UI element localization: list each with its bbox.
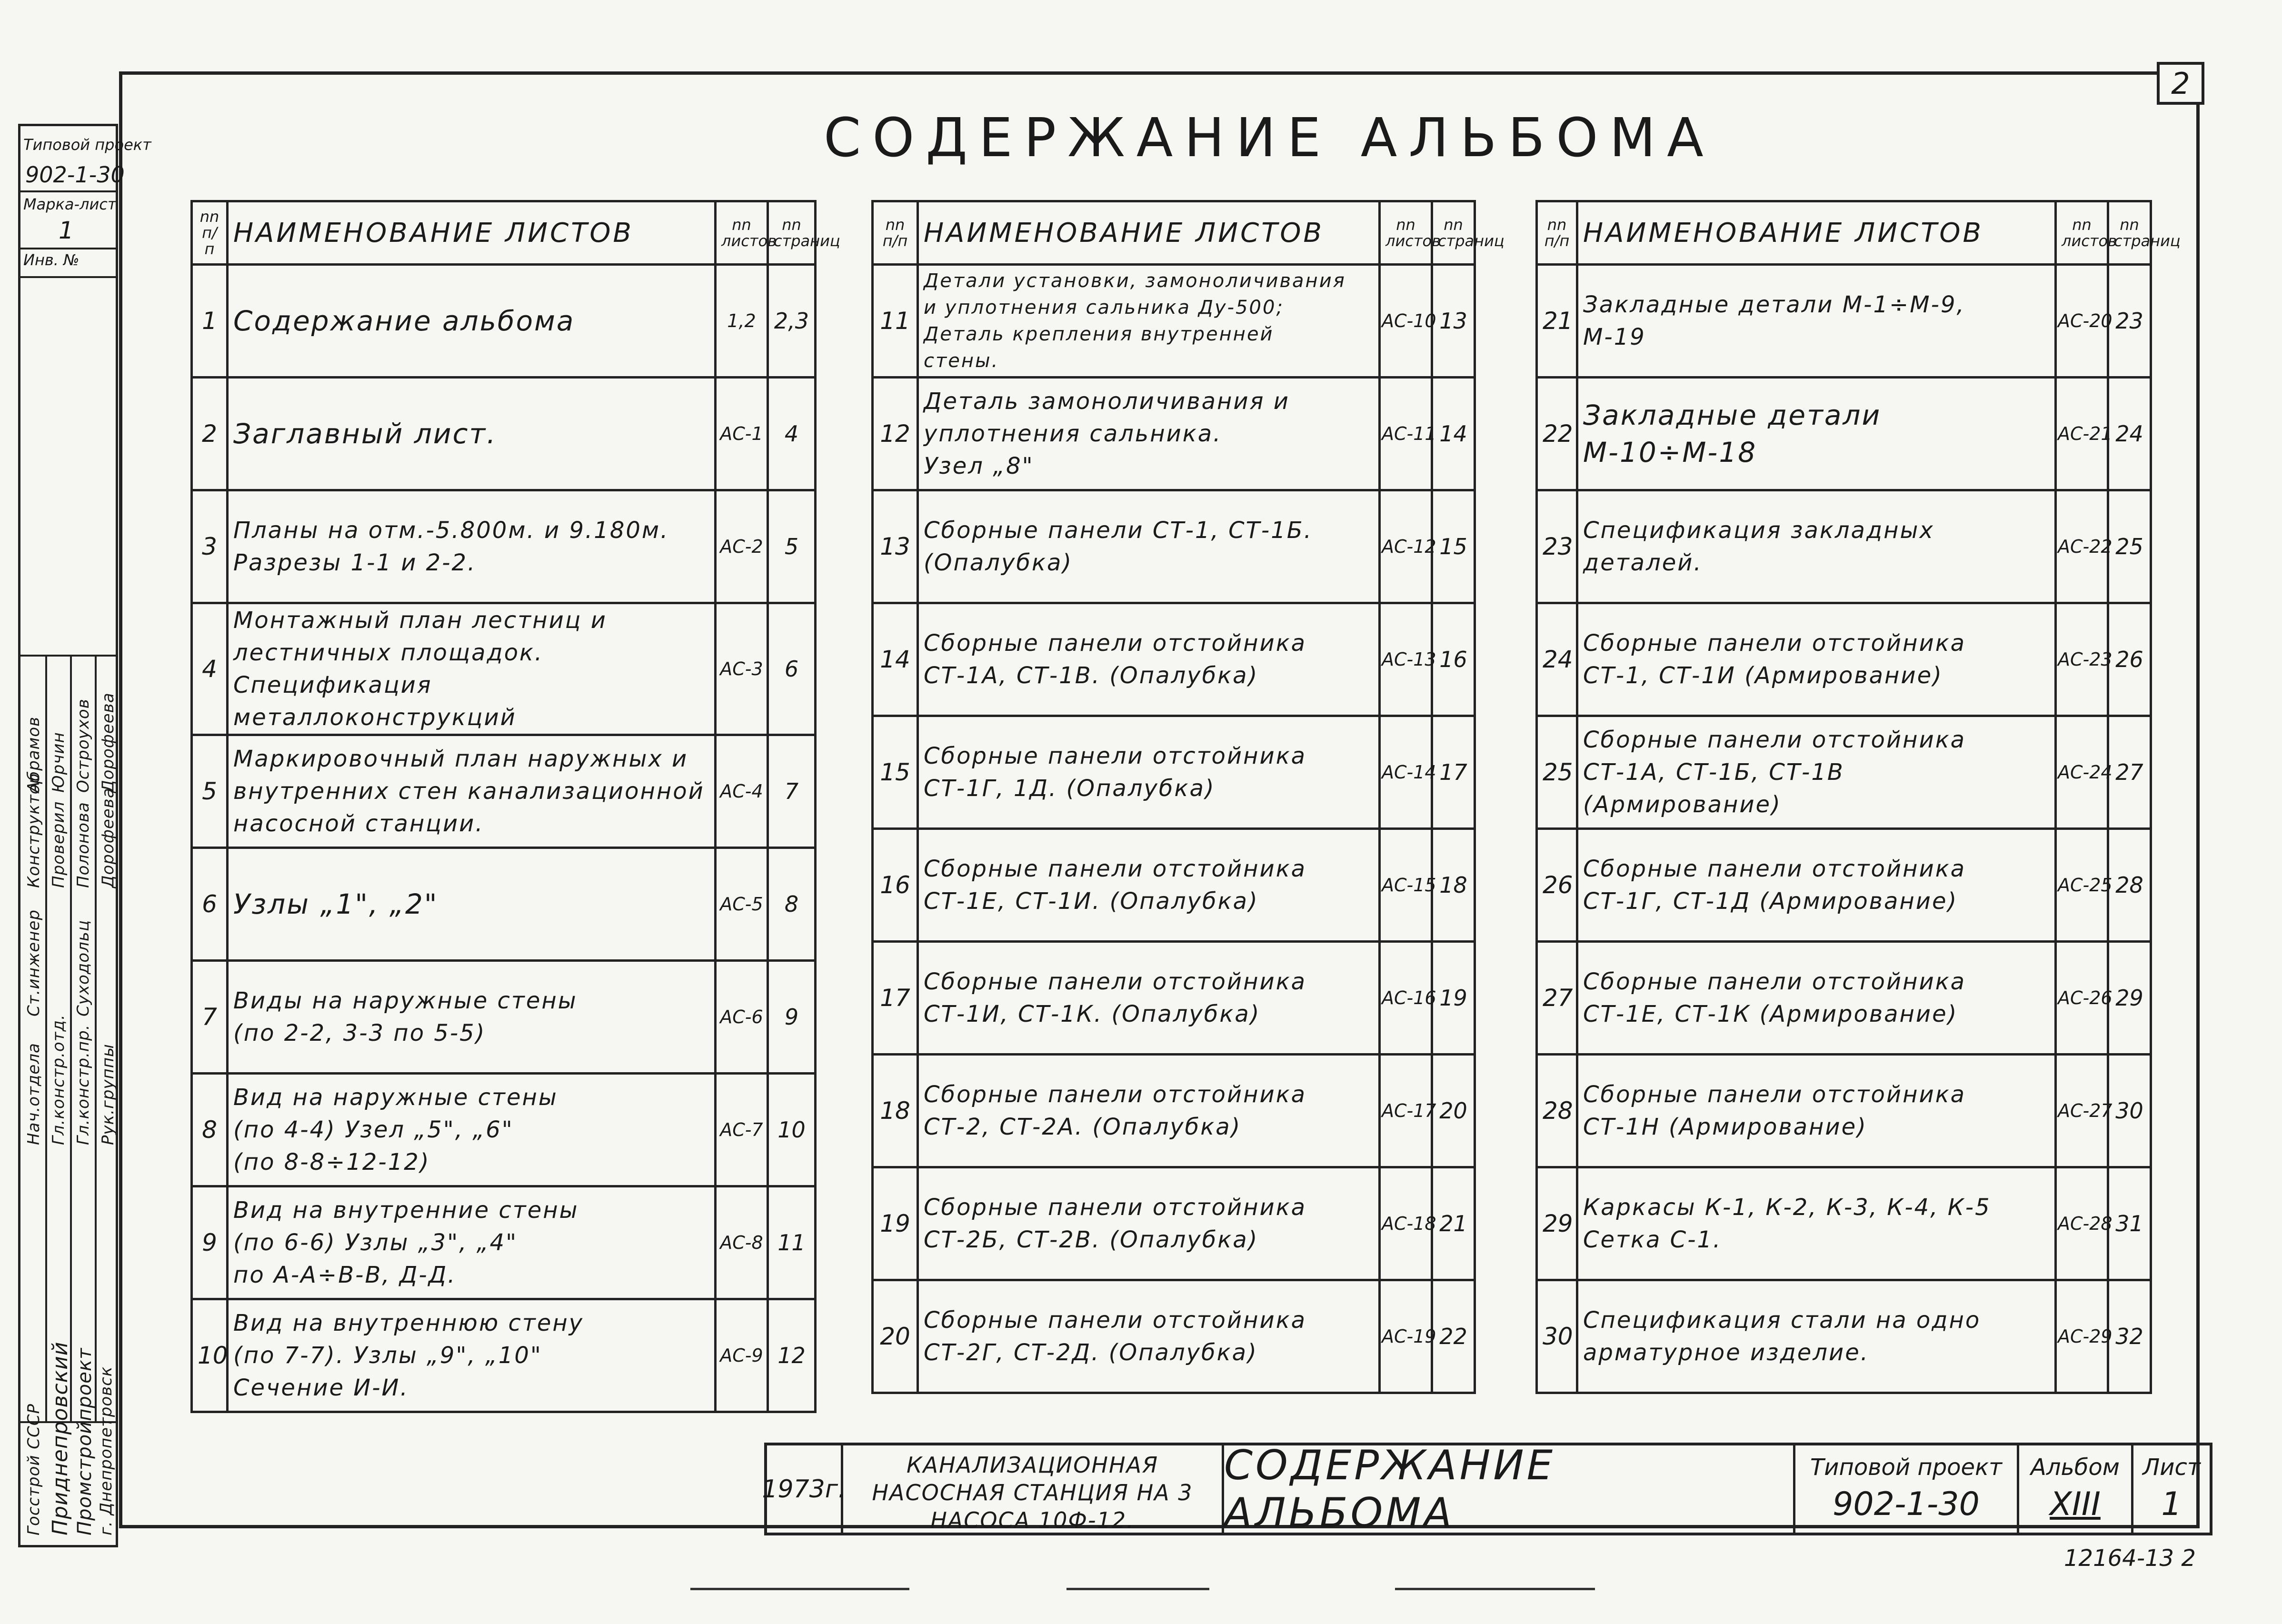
row-sheet-code: АС-23 [2056,603,2108,716]
row-sheet-code: АС-10 [1380,265,1432,378]
bottom-line-1 [690,1588,909,1590]
row-number: 11 [873,265,918,378]
header-name: НАИМЕНОВАНИЕ ЛИСТОВ [1577,201,2056,265]
row-sheet-code: АС-22 [2056,490,2108,603]
title-block-sheet-value: 1 [2161,1485,2182,1523]
stamp-name-2: Юрчин [49,732,68,793]
sheet-number: 2 [2157,62,2204,105]
table-row [192,848,816,961]
row-sheet-code: АС-25 [2056,829,2108,942]
page-title: СОДЕРЖАНИЕ АЛЬБОМА [824,107,1715,169]
stamp-name-4: Дорофеева [99,692,118,793]
row-page-number: 16 [1432,603,1475,716]
row-number: 30 [1537,1280,1577,1393]
table-row [1537,378,2151,490]
row-sheet-name: Планы на отм.-5.800м. и 9.180м. Разрезы 1-1 и 2-2. [228,490,716,603]
title-block-description: КАНАЛИЗАЦИОННАЯ НАСОСНАЯ СТАНЦИЯ НА 3 НАСОСА 10Ф-12. [843,1445,1224,1533]
row-number: 24 [1537,603,1577,716]
row-sheet-code: АС-15 [1380,829,1432,942]
row-number: 15 [873,716,918,829]
title-block-name: СОДЕРЖАНИЕ АЛЬБОМА [1224,1445,1795,1533]
title-block-album-value: XIII [2050,1485,2101,1523]
row-sheet-code: АС-19 [1380,1280,1432,1393]
row-page-number: 31 [2108,1167,2151,1280]
row-number: 28 [1537,1055,1577,1167]
contents-table-3 [1535,200,2181,1394]
table-header-row [1537,201,2151,265]
table-row [873,942,1475,1055]
table-row [873,378,1475,490]
row-sheet-name: Вид на внутреннюю стену (по 7-7). Узлы „9", „10" Сечение И-И. [228,1299,716,1412]
header-name: НАИМЕНОВАНИЕ ЛИСТОВ [918,201,1380,265]
row-number: 2 [192,378,228,490]
table-row [1537,1055,2151,1167]
row-number: 27 [1537,942,1577,1055]
row-sheet-code: АС-3 [716,603,768,735]
header-num: nn п/п [192,201,228,265]
left-stamp [18,124,151,1547]
bottom-line-3 [1395,1588,1595,1590]
row-sheet-name: Сборные панели отстойника СТ-1, СТ-1И (Армирование) [1577,603,2056,716]
table-row [873,265,1475,378]
row-number: 10 [192,1299,228,1412]
row-number: 3 [192,490,228,603]
row-sheet-name: Виды на наружные стены (по 2-2, 3-3 по 5-5) [228,961,716,1074]
table-row [192,961,816,1074]
row-sheet-name: Деталь замоноличивания и уплотнения сальника. Узел „8" [918,378,1380,490]
table-row [873,490,1475,603]
table-header-row [873,201,1475,265]
table-row [192,1186,816,1299]
title-block-year: 1973г. [767,1445,843,1533]
row-sheet-code: АС-5 [716,848,768,961]
stamp-role-4: Рук.группы [99,1044,118,1145]
row-number: 17 [873,942,918,1055]
row-number: 25 [1537,716,1577,829]
row-sheet-code: 1,2 [716,265,768,378]
row-page-number: 12 [768,1299,816,1412]
header-list: nn листов [2056,201,2108,265]
header-page: nn страниц [2108,201,2151,265]
row-page-number: 8 [768,848,816,961]
header-list: nn листов [1380,201,1432,265]
stamp-mark-value: 1 [59,217,74,244]
row-sheet-name: Сборные панели СТ-1, СТ-1Б. (Опалубка) [918,490,1380,603]
row-number: 22 [1537,378,1577,490]
row-page-number: 15 [1432,490,1475,603]
title-block-sheet [2133,1445,2210,1533]
stamp-org-4: г. Днепропетровск [97,1366,116,1535]
row-sheet-code: АС-4 [716,735,768,848]
row-number: 29 [1537,1167,1577,1280]
archive-number: 12164-13 2 [2064,1545,2196,1572]
row-sheet-name: Монтажный план лестниц и лестничных площадок. Спецификация металлоконструкций [228,603,716,735]
row-sheet-name: Вид на наружные стены (по 4-4) Узел „5", „6" (по 8-8÷12-12) [228,1074,716,1186]
row-sheet-code: АС-28 [2056,1167,2108,1280]
row-sheet-name: Сборные панели отстойника СТ-2Б, СТ-2В. (Опалубка) [918,1167,1380,1280]
row-page-number: 22 [1432,1280,1475,1393]
row-page-number: 20 [1432,1055,1475,1167]
row-sheet-code: АС-16 [1380,942,1432,1055]
row-sheet-code: АС-7 [716,1074,768,1186]
row-page-number: 19 [1432,942,1475,1055]
table-row [192,1074,816,1186]
row-sheet-name: Сборные панели отстойника СТ-1Г, 1Д. (Опалубка) [918,716,1380,829]
row-page-number: 4 [768,378,816,490]
row-sheet-code: АС-11 [1380,378,1432,490]
row-sheet-code: АС-24 [2056,716,2108,829]
row-sheet-code: АС-13 [1380,603,1432,716]
table-row [1537,490,2151,603]
row-sheet-name: Сборные панели отстойника СТ-1Е, СТ-1И. (Опалубка) [918,829,1380,942]
row-number: 20 [873,1280,918,1393]
header-page: nn страниц [768,201,816,265]
row-sheet-code: АС-1 [716,378,768,490]
table-row [873,1280,1475,1393]
row-number: 16 [873,829,918,942]
row-page-number: 26 [2108,603,2151,716]
stamp-name-7: Дорофеева [99,787,118,888]
title-block-album-label: Альбом [2031,1454,2120,1481]
stamp-inv-label: Инв. № [23,251,80,269]
stamp-role-5: Ст.инженер [24,909,43,1016]
table-row [873,603,1475,716]
row-page-number: 9 [768,961,816,1074]
table-row [873,1167,1475,1280]
table-row [192,603,816,735]
row-page-number: 13 [1432,265,1475,378]
row-sheet-code: АС-17 [1380,1055,1432,1167]
stamp-role-3: Гл.констр.пр. [74,1024,93,1145]
table-row [1537,1167,2151,1280]
row-sheet-name: Вид на внутренние стены (по 6-6) Узлы „3", „4" по А-А÷В-В, Д-Д. [228,1186,716,1299]
row-sheet-name: Заглавный лист. [228,378,716,490]
header-list: nn листов [716,201,768,265]
row-sheet-name: Закладные детали М-10÷М-18 [1577,378,2056,490]
row-sheet-code: АС-14 [1380,716,1432,829]
table-row [1537,716,2151,829]
stamp-name-6: Полонова [74,802,93,888]
row-sheet-code: АС-2 [716,490,768,603]
row-number: 14 [873,603,918,716]
row-number: 21 [1537,265,1577,378]
stamp-project-code: 902-1-30 [25,162,125,188]
row-page-number: 6 [768,603,816,735]
row-sheet-code: АС-6 [716,961,768,1074]
stamp-name-3: Остроухов [74,698,93,793]
row-page-number: 11 [768,1186,816,1299]
table-row [873,1055,1475,1167]
row-sheet-code: АС-20 [2056,265,2108,378]
table-row [192,490,816,603]
row-page-number: 23 [2108,265,2151,378]
row-sheet-name: Узлы „1", „2" [228,848,716,961]
stamp-name-5: Суходольц [74,919,93,1016]
table-row [873,716,1475,829]
table-header-row [192,201,816,265]
stamp-org-3: Промстройпроект [74,1347,96,1535]
table-row [1537,1280,2151,1393]
row-number: 5 [192,735,228,848]
stamp-org-1: Госстрой СССР [24,1404,43,1535]
row-number: 4 [192,603,228,735]
table-row [1537,942,2151,1055]
table-row [1537,603,2151,716]
row-sheet-code: АС-8 [716,1186,768,1299]
row-sheet-name: Маркировочный план наружных и внутренних стен канализационной насосной станции. [228,735,716,848]
row-page-number: 2,3 [768,265,816,378]
row-page-number: 18 [1432,829,1475,942]
row-page-number: 7 [768,735,816,848]
row-number: 13 [873,490,918,603]
table-row [192,1299,816,1412]
stamp-org-2: Приднепровский [48,1341,72,1535]
title-block-project-code: 902-1-30 [1833,1485,1980,1523]
stamp-role-2: Гл.констр.отд. [49,1014,68,1145]
row-sheet-name: Сборные панели отстойника СТ-1И, СТ-1К. (Опалубка) [918,942,1380,1055]
row-sheet-code: АС-9 [716,1299,768,1412]
table-row [192,378,816,490]
row-number: 9 [192,1186,228,1299]
stamp-role-6: Конструктор [24,773,43,888]
row-sheet-code: АС-27 [2056,1055,2108,1167]
stamp-mark-label: Марка-лист [23,195,117,213]
row-page-number: 28 [2108,829,2151,942]
row-sheet-name: Сборные панели отстойника СТ-1Г, СТ-1Д (Армирование) [1577,829,2056,942]
row-page-number: 27 [2108,716,2151,829]
table-row [192,735,816,848]
title-block-sheet-label: Лист [2142,1454,2201,1481]
row-page-number: 24 [2108,378,2151,490]
table-row [873,829,1475,942]
row-page-number: 17 [1432,716,1475,829]
row-sheet-name: Сборные панели отстойника СТ-2, СТ-2А. (Опалубка) [918,1055,1380,1167]
contents-table-1 [190,200,840,1413]
title-block-project [1795,1445,2019,1533]
row-number: 23 [1537,490,1577,603]
row-number: 18 [873,1055,918,1167]
row-sheet-name: Сборные панели отстойника СТ-1А, СТ-1В. (Опалубка) [918,603,1380,716]
row-page-number: 21 [1432,1167,1475,1280]
row-number: 7 [192,961,228,1074]
header-page: nn страниц [1432,201,1475,265]
stamp-project-label: Типовой проект [23,136,151,154]
row-sheet-code: АС-29 [2056,1280,2108,1393]
row-page-number: 10 [768,1074,816,1186]
row-sheet-name: Закладные детали М-1÷М-9, М-19 [1577,265,2056,378]
row-page-number: 5 [768,490,816,603]
row-page-number: 30 [2108,1055,2151,1167]
row-sheet-code: АС-21 [2056,378,2108,490]
stamp-name-1: Абрамов [24,716,43,793]
table-row [1537,829,2151,942]
row-number: 26 [1537,829,1577,942]
row-sheet-name: Детали установки, замоноличивания и уплотнения сальника Ду-500; Деталь крепления внутренней стены. [918,265,1380,378]
row-page-number: 14 [1432,378,1475,490]
stamp-role-1: Нач.отдела [24,1043,43,1145]
title-block-project-label: Типовой проект [1810,1454,2003,1481]
title-block [764,1443,2212,1535]
row-sheet-name: Сборные панели отстойника СТ-1А, СТ-1Б, СТ-1В (Армирование) [1577,716,2056,829]
header-num: nn п/п [1537,201,1577,265]
header-num: nn п/п [873,201,918,265]
row-sheet-name: Спецификация закладных деталей. [1577,490,2056,603]
row-sheet-name: Сборные панели отстойника СТ-1Н (Армирование) [1577,1055,2056,1167]
row-sheet-name: Спецификация стали на одно арматурное изделие. [1577,1280,2056,1393]
row-sheet-code: АС-18 [1380,1167,1432,1280]
row-page-number: 25 [2108,490,2151,603]
header-name: НАИМЕНОВАНИЕ ЛИСТОВ [228,201,716,265]
row-sheet-name: Сборные панели отстойника СТ-1Е, СТ-1К (Армирование) [1577,942,2056,1055]
row-number: 6 [192,848,228,961]
bottom-line-2 [1066,1588,1209,1590]
row-page-number: 32 [2108,1280,2151,1393]
row-sheet-name: Сборные панели отстойника СТ-2Г, СТ-2Д. (Опалубка) [918,1280,1380,1393]
title-block-album [2019,1445,2133,1533]
table-row [192,265,816,378]
row-sheet-name: Содержание альбома [228,265,716,378]
row-number: 19 [873,1167,918,1280]
contents-table-2 [871,200,1505,1394]
stamp-role-7: Проверил [49,801,68,888]
row-page-number: 29 [2108,942,2151,1055]
row-number: 1 [192,265,228,378]
row-sheet-code: АС-26 [2056,942,2108,1055]
row-sheet-name: Каркасы К-1, К-2, К-3, К-4, К-5 Сетка С-1. [1577,1167,2056,1280]
row-number: 8 [192,1074,228,1186]
table-row [1537,265,2151,378]
row-sheet-code: АС-12 [1380,490,1432,603]
row-number: 12 [873,378,918,490]
